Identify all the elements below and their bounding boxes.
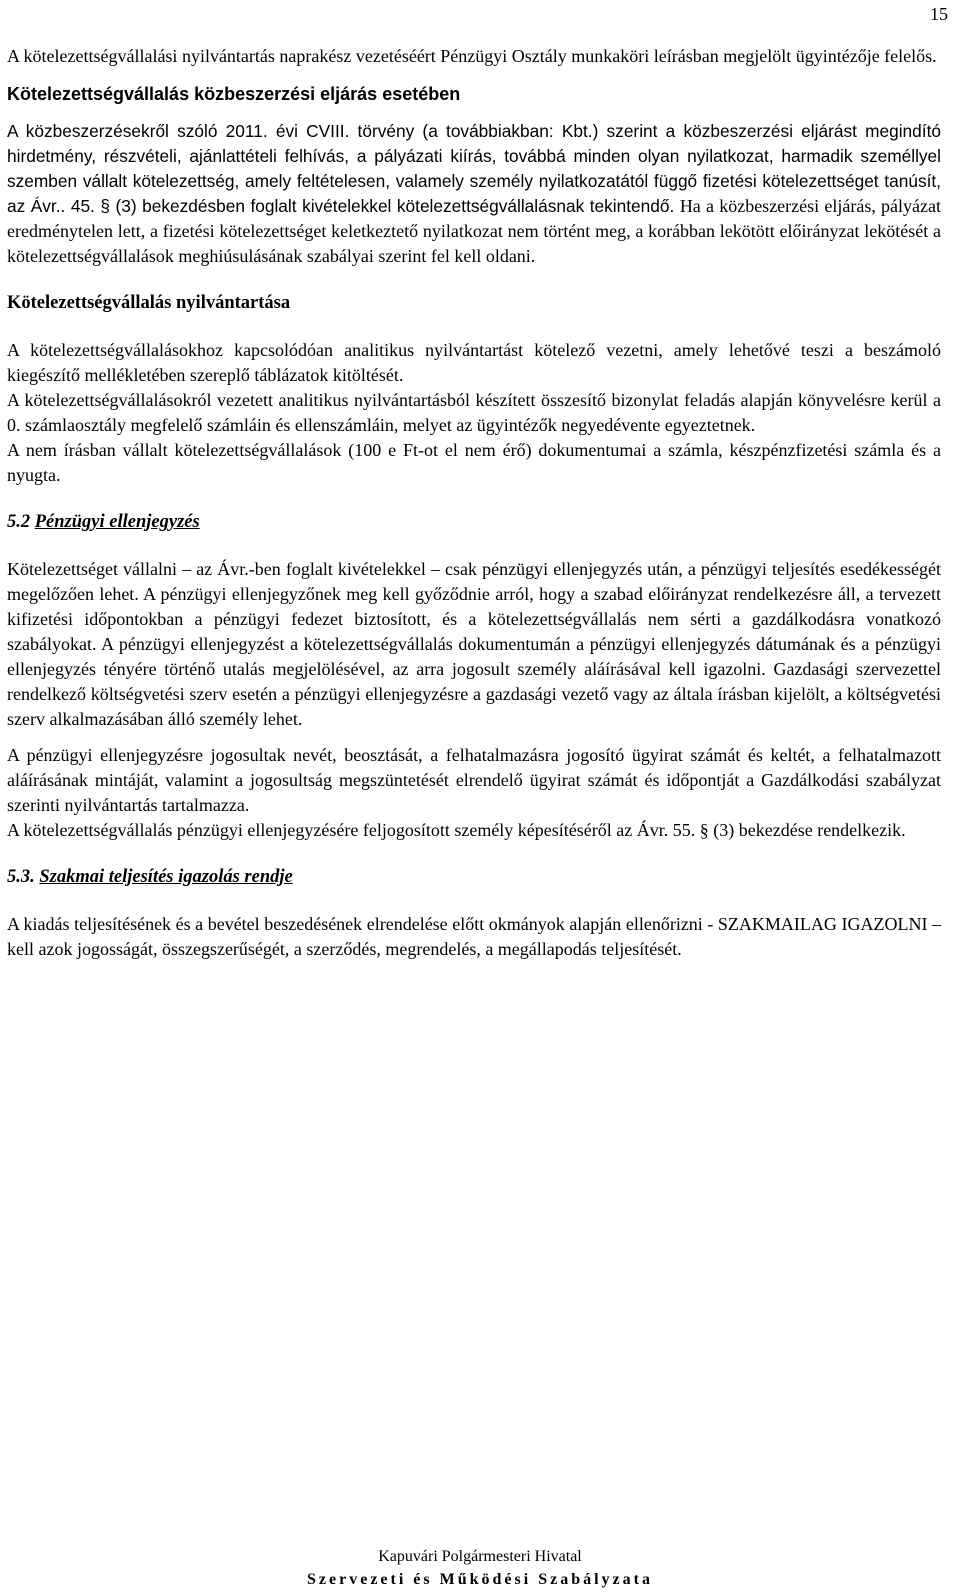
heading-procurement-commitment: Kötelezettségvállalás közbeszerzési eljárás esetében xyxy=(7,84,461,104)
paragraph-summary-voucher: A kötelezettségvállalásokról vezetett analitikus nyilvántartásból készített összesítő bizonylat feladás alapján könyvelésre kerül a 0. számlaosztály megfelelő számláin és ellenszámláin, melyet az ügyintézők negyedévente egyeztetnek. xyxy=(7,390,941,435)
paragraph-countersignature-rules: Kötelezettséget vállalni – az Ávr.-ben foglalt kivételekkel – csak pénzügyi ellenjegyzés után, a pénzügyi teljesítés esedékességét megelőzően lehet. A pénzügyi ellenjegyzőnek meg kell győződnie arról, hogy a szabad előirányzat rendelkezésre áll, a tervezett kifizetési időpontokban a pénzügyi fedezet biztosított, és a kötelezettségvállalás nem sérti a gazdálkodásra vonatkozó szabályokat. A pénzügyi ellenjegyzést a kötelezettségvállalás dokumentumán a pénzügyi ellenjegyzés dátumának és a pénzügyi ellenjegyzés tényére történő utalás megjelölésével, az arra jogosult személy aláírásával kell igazolni. Gazdasági szervezettel rendelkező költségvetési szerv esetén a pénzügyi ellenjegyzésre a gazdasági vezető vagy az általa írásban kijelölt, a költségvetési szerv alkalmazásában álló személy lehet. xyxy=(7,559,941,729)
paragraph-qualification: A kötelezettségvállalás pénzügyi ellenjegyzésére feljogosított személy képesítéséről az Ávr. 55. § (3) bekezdése rendelkezik. xyxy=(7,820,906,840)
heading-professional-certification xyxy=(7,865,941,890)
heading-commitment-registry: Kötelezettségvállalás nyilvántartása xyxy=(7,293,291,313)
paragraph-non-written-commitments: A nem írásban vállalt kötelezettségvállalások (100 e Ft-ot el nem érő) dokumentumai a számla, készpénzfizetési számla és a nyugta. xyxy=(7,440,941,485)
document-body xyxy=(7,44,941,962)
paragraph-analytic-registry: A kötelezettségvállalásokhoz kapcsolódóan analitikus nyilvántartást kötelező vezetni, amely lehetővé teszi a beszámoló kiegészítő mellékletében szereplő táblázatok kitöltését. xyxy=(7,340,941,385)
paragraph-expense-verification: A kiadás teljesítésének és a bevétel beszedésének elrendelése előtt okmányok alapján ellenőrizni - SZAKMAILAG IGAZOLNI – kell azok jogosságát, összegszerűségét, a szerződés, megrendelés, a megállapodás teljesítését. xyxy=(7,914,941,959)
paragraph-procurement-text: A közbeszerzésekről szóló 2011. évi CVIII. törvény (a továbbiakban: Kbt.) szerint a közbeszerzési eljárást megindító hirdetmény, részvételi, ajánlattételi felhívás, a pályázati kiírás, továbbá minden olyan nyilatkozat, harmadik személlyel szemben vállalt kötelezettség, amely feltételesen, valamely személy nyilatkozatától függő fizetési kötelezettséget tanúsít, az Ávr.. 45. § (3) bekezdésben foglalt kivételekkel kötelezettségvállalásnak tekintendő. xyxy=(7,121,941,216)
page-number: 15 xyxy=(930,4,948,24)
paragraph-procurement xyxy=(7,119,941,269)
heading-financial-countersignature xyxy=(7,510,941,535)
paragraph-procurement-text-b: Ha a közbeszerzési eljárás, pályázat eredménytelen lett, a fizetési kötelezettséget keletkeztető nyilatkozat nem történt meg, a korábban lekötött előirányzat lekötését a kötelezettségvállalások meghiúsulásának szabályai szerint fel kell oldani. xyxy=(7,196,941,266)
heading-title: Szakmai teljesítés igazolás rendje xyxy=(39,867,293,887)
heading-number: 5.2 xyxy=(7,512,31,532)
footer-document-title: Szervezeti és Működési Szabályzata xyxy=(307,1571,653,1588)
footer-office-name: Kapuvári Polgármesteri Hivatal xyxy=(378,1548,582,1565)
paragraph-authorized-persons: A pénzügyi ellenjegyzésre jogosultak nevét, beosztását, a felhatalmazásra jogosító ügyirat számát és keltét, a felhatalmazott aláírásának mintáját, valamint a jogosultság megszüntetését elrendelő ügyirat számát és időpontját a Gazdálkodási szabályzat szerinti nyilvántartás tartalmazza. xyxy=(7,745,941,815)
heading-title: Pénzügyi ellenjegyzés xyxy=(34,512,200,532)
heading-number: 5.3. xyxy=(7,867,35,887)
paragraph-responsibility: A kötelezettségvállalási nyilvántartás naprakész vezetéséért Pénzügyi Osztály munkaköri leírásban megjelölt ügyintézője felelős. xyxy=(7,46,937,66)
